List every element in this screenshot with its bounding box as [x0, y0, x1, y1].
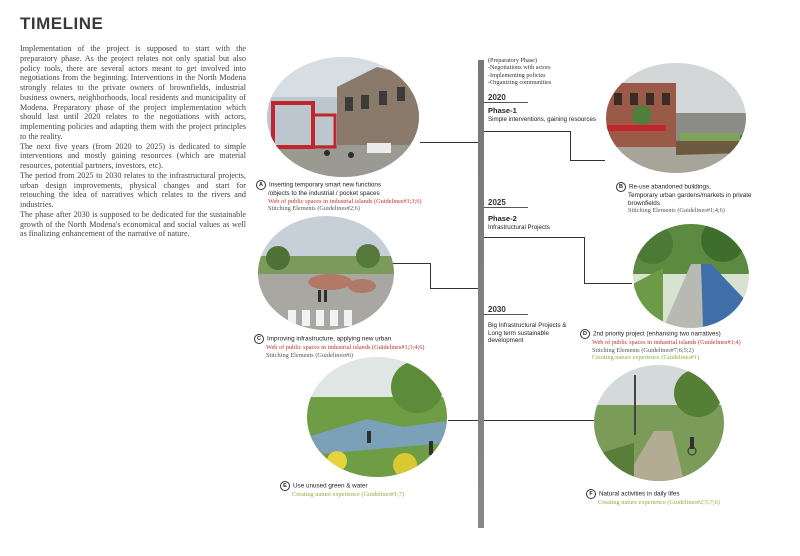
image-d-promenade — [633, 224, 749, 328]
phase3-line: development — [488, 337, 524, 345]
caption-c-red: Web of public spaces in industrial islands (Guidelines#1;3;4;6) — [266, 344, 425, 351]
caption-f-line: Natural activities in daily lifes — [599, 490, 680, 498]
prep-item: -Negotiations with actors — [488, 64, 551, 72]
image-a-pocket-space — [267, 57, 419, 177]
badge-d: D — [580, 329, 590, 339]
caption-d-line: 2nd priority project (enhansing two narratives) — [593, 330, 721, 338]
caption-a-line: Inserting temporary smart new functions — [269, 181, 381, 189]
caption-d-grey: Stitching Elements (Guidelines#7;6;5;2) — [592, 346, 694, 354]
phase3-line: Long term sustainable — [488, 329, 549, 337]
caption-b-line: Temporary urban gardens/markets in private — [628, 192, 752, 199]
caption-b — [616, 182, 752, 215]
caption-a-red: Web of public spaces in industrial islands (Guidelines#1;3;6) — [268, 197, 422, 205]
image-f-natural-activities — [594, 365, 724, 481]
connector-c — [430, 263, 431, 289]
caption-a — [256, 180, 422, 213]
phase1-subtitle: Simple interventions, gaining resources — [488, 116, 596, 123]
connector-b — [484, 131, 570, 132]
phase3-subtitle — [488, 322, 566, 345]
image-b-reuse-building — [606, 63, 746, 173]
body-text — [20, 44, 246, 239]
paragraph-3: The period from 2025 to 2030 relates to the infrastructural projects, urban design improvements, physical changes and start for retouching the idea of narratives which relates to the rivers and industries. — [20, 170, 246, 209]
paragraph-2: The next five years (from 2020 to 2025) is dedicated to simple interventions and mostly gaining resources (which are material resources, potential partners, investors, etc). — [20, 141, 246, 170]
caption-d-green: Creating nature experience (Guidelines#1) — [592, 354, 700, 362]
paragraph-4: The phase after 2030 is supposed to be dedicated for the sustainable growth of the North Modena's economical and social values as well as finalizing enhancement of the narrative of nature. — [20, 209, 246, 239]
badge-a: A — [256, 180, 266, 190]
caption-c-line: Improving infrastructure, applying new urban — [267, 335, 392, 343]
connector-d — [484, 237, 584, 238]
caption-c-grey: Stitching Elements (Guidelines#6) — [266, 351, 354, 359]
prep-item: -Organizing communities — [488, 79, 552, 87]
connector-f — [484, 420, 594, 421]
caption-b-grey: Stitching Elements (Guidelines#1;4;6) — [628, 207, 725, 215]
year-tick — [484, 314, 528, 315]
phase1-title: Phase-1 — [488, 106, 517, 115]
caption-c — [254, 334, 424, 359]
badge-b: B — [616, 182, 626, 192]
year-2025: 2025 — [488, 198, 506, 207]
caption-b-line: Re-use abandoned buildings, — [629, 183, 711, 191]
caption-e-line: Use unused green & water — [293, 482, 368, 490]
caption-e-green: Creating nature experience (Guidelines#1;7) — [292, 491, 405, 498]
connector-a — [420, 142, 478, 143]
connector-e — [448, 420, 478, 421]
phase2-subtitle: Infrastructural Projects — [488, 224, 550, 231]
badge-f: F — [586, 489, 596, 499]
caption-d — [580, 329, 741, 362]
caption-f-green: Creating nature experience (Guidelines#2;5;7;6) — [598, 499, 720, 506]
phase3-line: Big Infrastructural Projects & — [488, 322, 567, 329]
caption-d-red: Web of public spaces in industrial islands (Guidelines#1;4) — [592, 339, 741, 346]
connector-c — [430, 288, 478, 289]
preparatory-phase-note — [488, 57, 551, 87]
phase2-title: Phase-2 — [488, 214, 517, 223]
connector-b — [570, 160, 605, 161]
caption-f — [586, 489, 720, 507]
connector-d — [584, 283, 632, 284]
badge-e: E — [280, 481, 290, 491]
image-e-green-water — [307, 357, 447, 477]
prep-item: -Implementing policies — [488, 71, 546, 79]
connector-d — [584, 237, 585, 283]
year-tick — [484, 102, 528, 103]
caption-b-line: brownfields — [628, 199, 660, 207]
page-title: TIMELINE — [20, 14, 104, 33]
caption-a-line: /objects to the industrial / pocket spaces — [268, 190, 380, 197]
year-2030: 2030 — [488, 305, 506, 314]
paragraph-1: Implementation of the project is supposed to start with the preparatory phase. As the project relates not only spatial but also policy tools, there are several actors meant to get involved into negotiations from the beginning. Interventions in the North Modena strongly relates to the private owners of brownfields, industrial business owners, neighborhoods, local residents and municipality of Modena. Preparatory phase of the project implementation which should last until 2020 relates to the negotiations with actors, implementing policies and adapting them with the project principles to the reality. — [20, 44, 246, 141]
connector-c — [392, 263, 430, 264]
caption-e — [280, 481, 404, 499]
prep-title: (Preparatory Phase) — [488, 57, 537, 64]
year-tick — [484, 207, 528, 208]
image-c-infrastructure — [258, 216, 394, 330]
year-2020: 2020 — [488, 93, 506, 102]
caption-a-grey: Stitching Elements (Guidelines#2;6) — [268, 205, 360, 213]
badge-c: C — [254, 334, 264, 344]
connector-b — [570, 131, 571, 161]
